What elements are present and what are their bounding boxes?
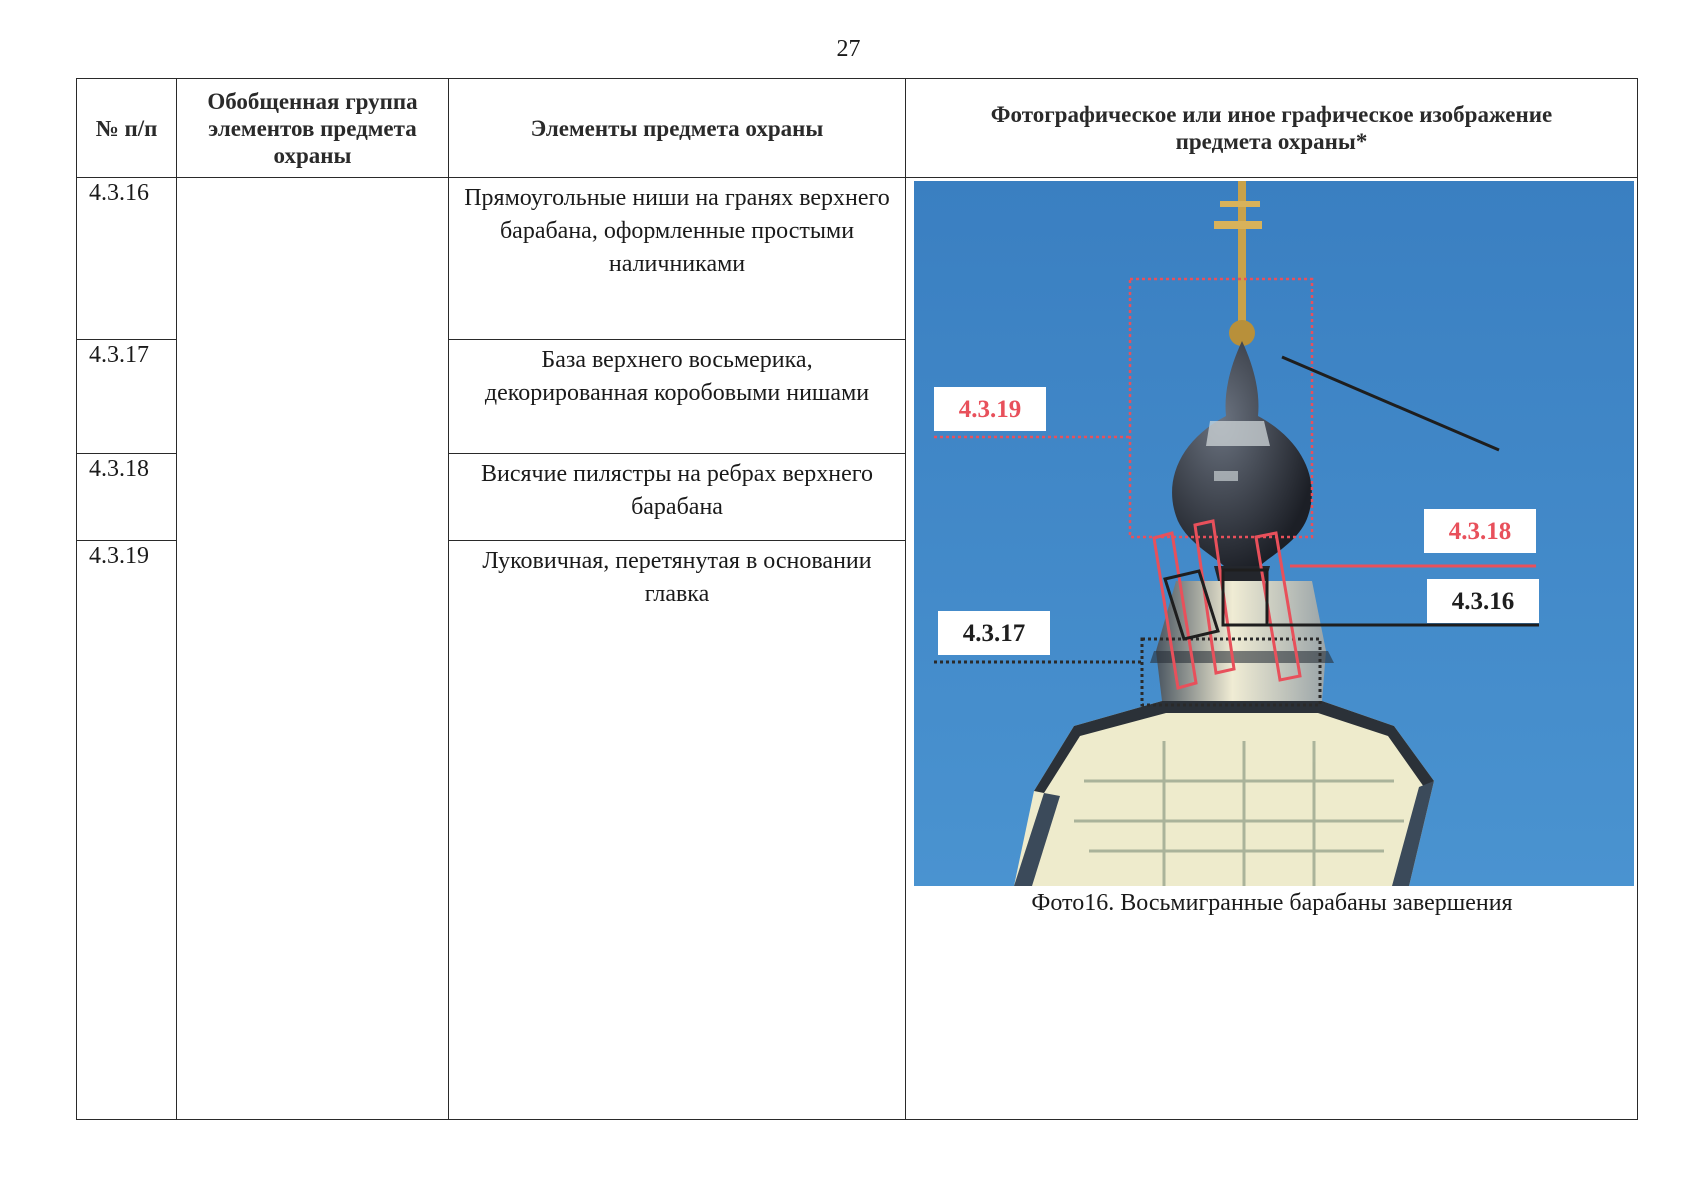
label-4-3-18 bbox=[1424, 509, 1536, 553]
table-row bbox=[77, 178, 1638, 340]
page-number: 27 bbox=[836, 36, 861, 62]
svg-text:4.3.17: 4.3.17 bbox=[962, 620, 1026, 647]
row-num: 4.3.19 bbox=[77, 541, 177, 1120]
photo-caption: Фото16. Восьмигранные барабаны завершения bbox=[1031, 890, 1513, 916]
row-num: 4.3.17 bbox=[77, 340, 177, 454]
label-4-3-19 bbox=[934, 387, 1046, 431]
row-element: База верхнего восьмерика, декорированная коробовыми нишами bbox=[449, 340, 906, 454]
label-4-3-17 bbox=[938, 611, 1050, 655]
header-group: Обобщенная группа элементов предмета охраны bbox=[177, 79, 449, 178]
group-cell bbox=[177, 178, 449, 1120]
svg-text:4.3.16: 4.3.16 bbox=[1451, 588, 1515, 615]
photo-cell bbox=[906, 178, 1638, 1120]
svg-text:4.3.19: 4.3.19 bbox=[958, 396, 1022, 423]
church-dome-photo bbox=[914, 181, 1634, 886]
row-num: 4.3.16 bbox=[77, 178, 177, 340]
row-element: Луковичная, перетянутая в основании главка bbox=[449, 541, 906, 1120]
protection-table bbox=[76, 78, 1638, 1120]
table-header-row bbox=[77, 79, 1638, 178]
header-num: № п/п bbox=[77, 79, 177, 178]
label-4-3-16 bbox=[1427, 579, 1539, 623]
photo-16 bbox=[914, 181, 1634, 886]
header-photo: Фотографическое или иное графическое изображение предмета охраны* bbox=[906, 79, 1638, 178]
header-elements: Элементы предмета охраны bbox=[449, 79, 906, 178]
svg-text:4.3.18: 4.3.18 bbox=[1448, 518, 1512, 545]
row-element: Прямоугольные ниши на гранях верхнего барабана, оформленные простыми наличниками bbox=[449, 178, 906, 340]
row-num: 4.3.18 bbox=[77, 454, 177, 541]
row-element: Висячие пилястры на ребрах верхнего барабана bbox=[449, 454, 906, 541]
